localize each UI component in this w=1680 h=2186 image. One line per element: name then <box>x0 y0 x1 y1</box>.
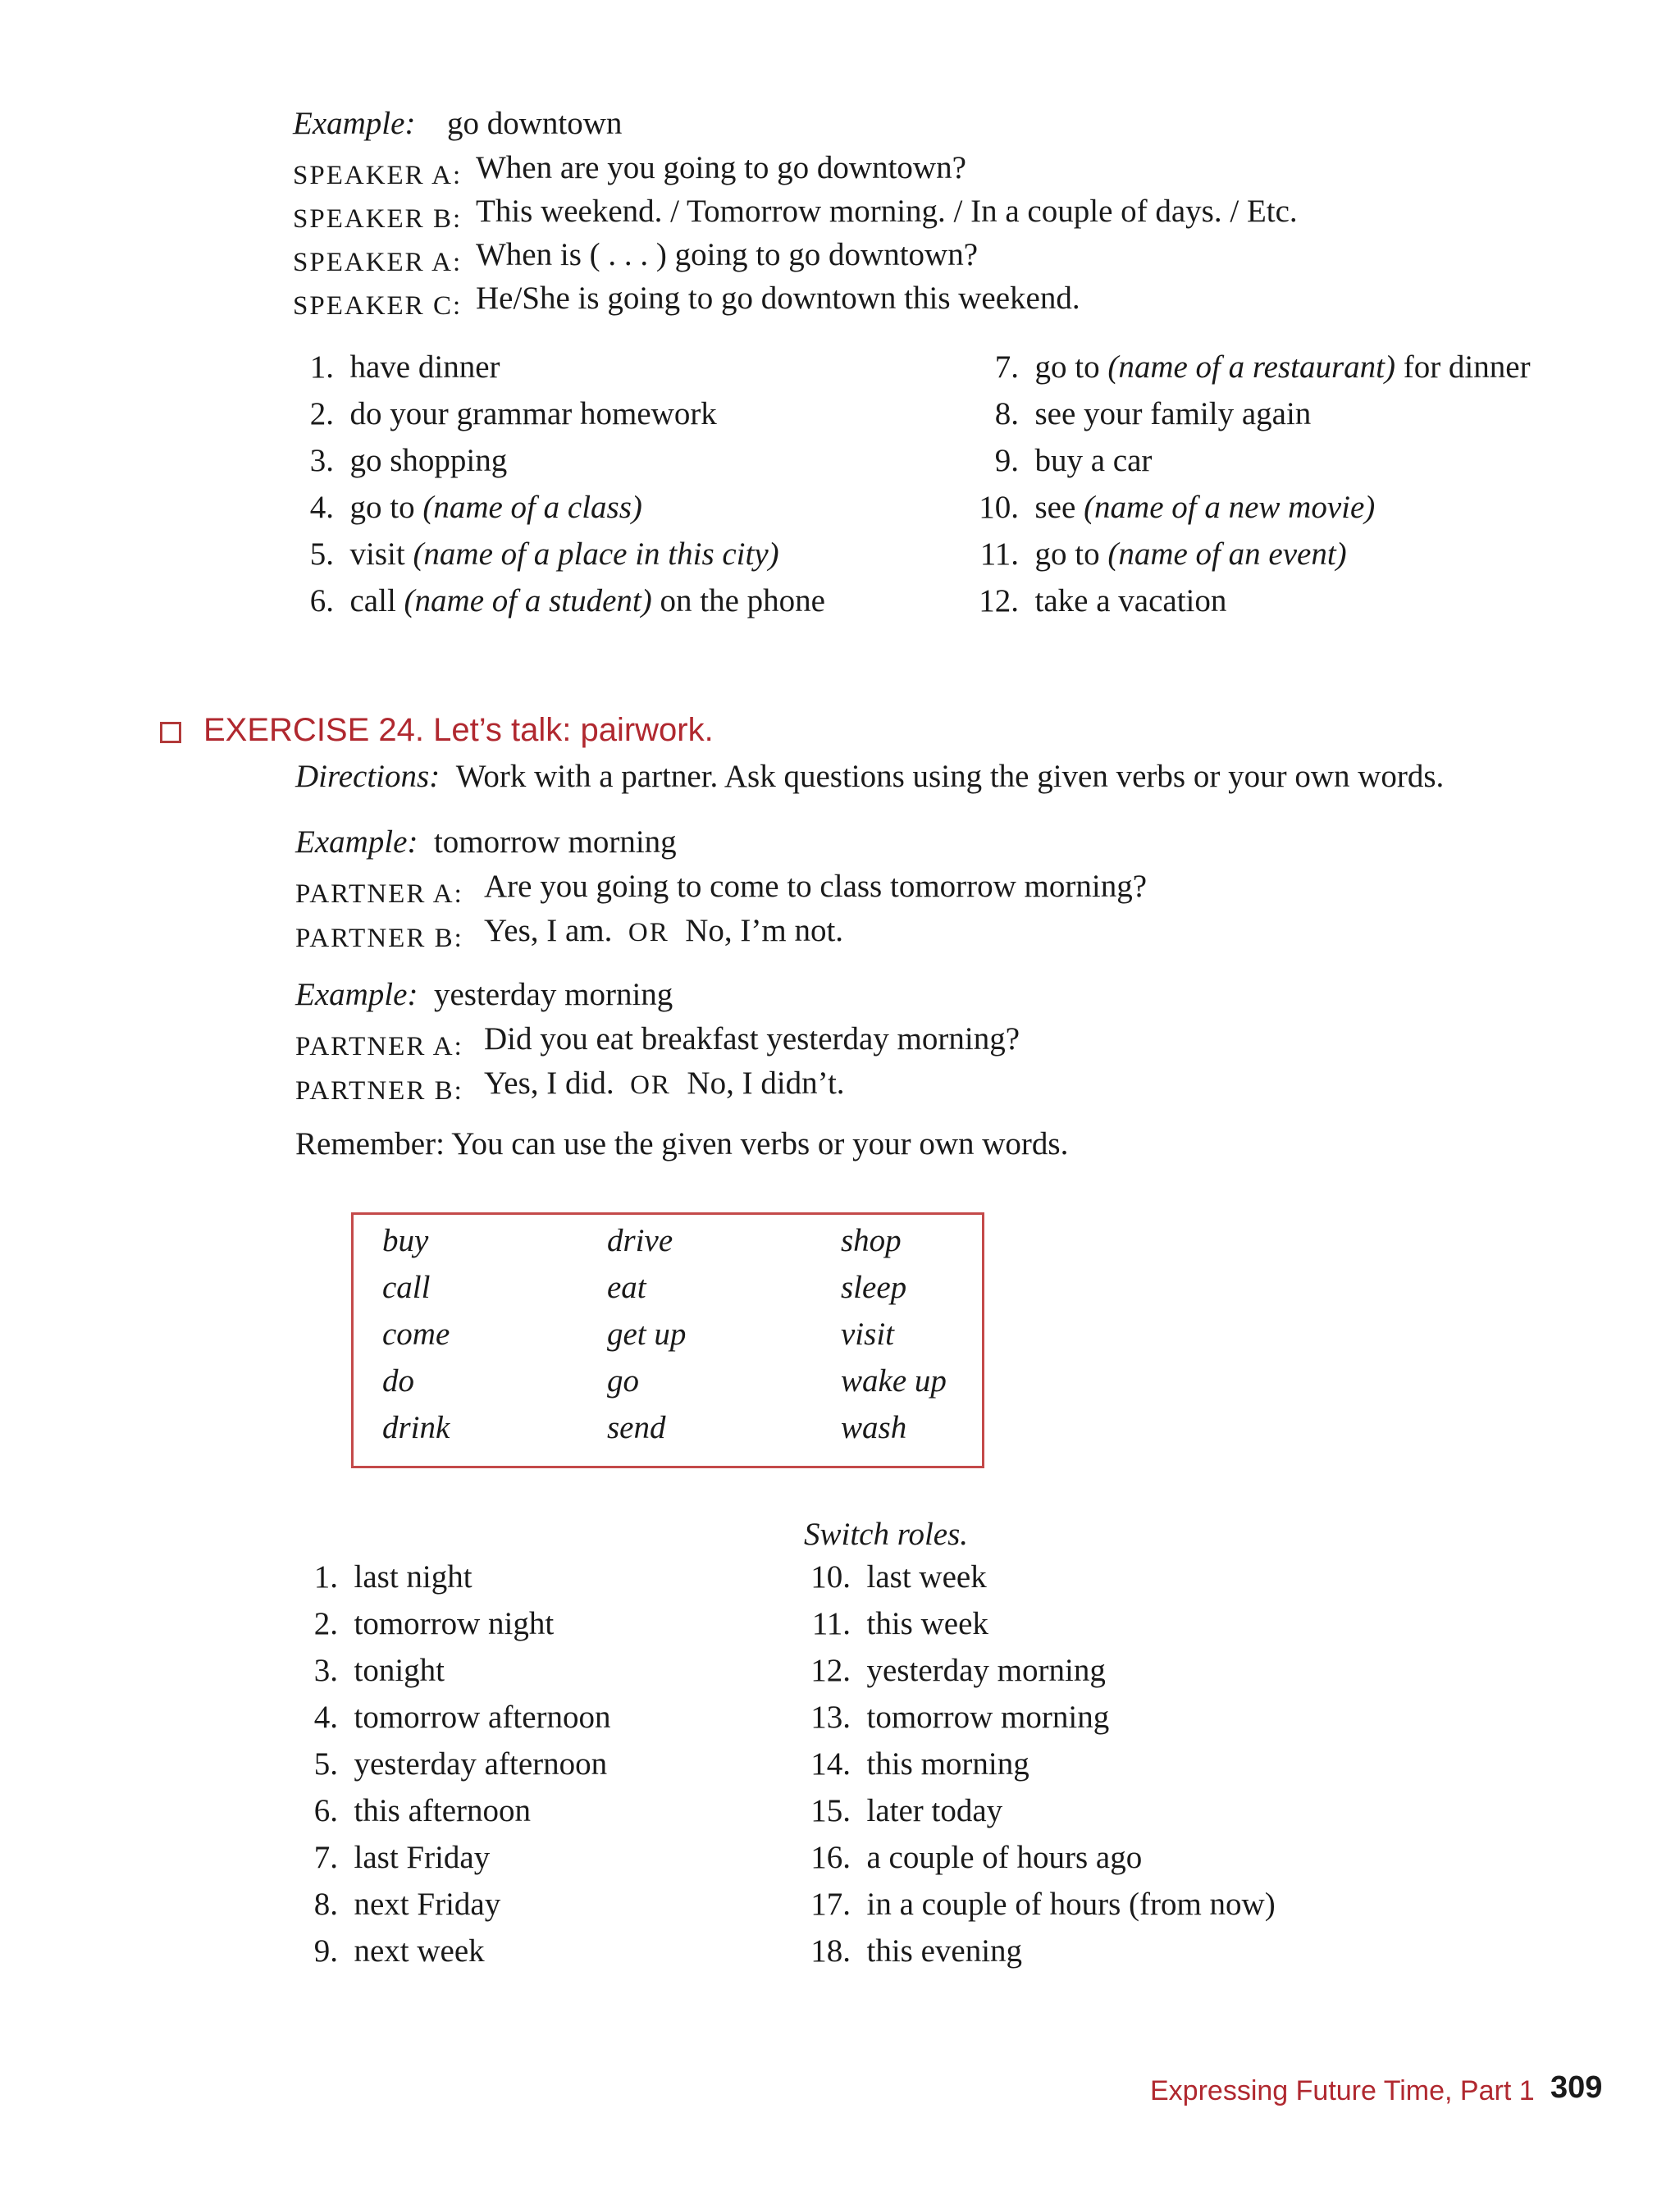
verb: wake up <box>841 1363 947 1399</box>
speaker-label: SPEAKER C: <box>293 291 463 321</box>
partner-label: PARTNER A: <box>295 1032 463 1061</box>
verb: buy <box>382 1223 429 1258</box>
dialogue-line: Did you eat breakfast yesterday morning? <box>484 1021 1020 1056</box>
dialogue-line: Are you going to come to class tomorrow morning? <box>484 869 1148 904</box>
verb: drive <box>607 1223 673 1258</box>
list-item: 6. this afternoon <box>313 1793 532 1828</box>
partner-label: PARTNER B: <box>295 1076 463 1106</box>
partner-label: PARTNER A: <box>295 879 463 909</box>
chapter-title-footer: Expressing Future Time, Part 1 <box>1150 2075 1535 2106</box>
list-item: 7. go to (name of a restaurant) for dinner <box>994 349 1531 385</box>
verb: come <box>382 1317 450 1352</box>
list-item: 16. a couple of hours ago <box>810 1840 1143 1875</box>
verb: do <box>382 1363 414 1399</box>
verb: call <box>382 1270 431 1305</box>
speaker-label: SPEAKER A: <box>293 248 463 277</box>
list-item: 15. later today <box>810 1793 1003 1828</box>
list-item: 4. tomorrow afternoon <box>313 1700 611 1735</box>
page-number: 309 <box>1550 2070 1603 2105</box>
list-item: 2. do your grammar homework <box>309 396 717 431</box>
speaker-label: SPEAKER B: <box>293 204 463 234</box>
list-item: 10. last week <box>810 1559 987 1595</box>
list-item: 3. tonight <box>313 1653 445 1688</box>
list-item: 5. yesterday afternoon <box>313 1746 608 1782</box>
list-item: 11. go to (name of an event) <box>979 536 1347 572</box>
exercise-checkbox[interactable] <box>160 722 181 743</box>
list-item: 6. call (name of a student) on the phone <box>309 583 825 618</box>
list-item: 2. tomorrow night <box>313 1606 555 1641</box>
list-item: 7. last Friday <box>313 1840 491 1875</box>
partner-label: PARTNER B: <box>295 924 463 953</box>
verb: send <box>607 1410 666 1445</box>
verb: get up <box>607 1317 687 1352</box>
verb: eat <box>607 1270 646 1305</box>
list-item: 11. this week <box>811 1606 988 1641</box>
verb: go <box>607 1363 639 1399</box>
list-item: 1. last night <box>313 1559 472 1595</box>
exercise-heading: EXERCISE 24. Let’s talk: pairwork. <box>203 712 714 748</box>
dialogue-line: He/She is going to go downtown this weekend. <box>476 281 1080 316</box>
list-item: 8. see your family again <box>994 396 1312 431</box>
dialogue-line: This weekend. / Tomorrow morning. / In a couple of days. / Etc. <box>476 194 1298 229</box>
dialogue-line: When are you going to go downtown? <box>476 150 966 185</box>
example-label: Example: <box>293 106 416 141</box>
speaker-label: SPEAKER A: <box>293 161 463 190</box>
verb: sleep <box>841 1270 907 1305</box>
verb: drink <box>382 1410 450 1445</box>
dialogue-line: Yes, I am. OR No, I’m not. <box>484 913 844 948</box>
list-item: 1. have dinner <box>309 349 500 385</box>
list-item: 10. see (name of a new movie) <box>979 490 1376 525</box>
example-line: Example: yesterday morning <box>295 977 673 1012</box>
switch-roles-note: Switch roles. <box>804 1517 969 1552</box>
list-item: 8. next Friday <box>313 1887 501 1922</box>
directions: Directions: Work with a partner. Ask questions using the given verbs or your own words. <box>295 759 1445 794</box>
list-item: 12. take a vacation <box>979 583 1227 618</box>
list-item: 5. visit (name of a place in this city) <box>309 536 779 572</box>
list-item: 9. next week <box>313 1933 485 1969</box>
dialogue-line: Yes, I did. OR No, I didn’t. <box>484 1066 845 1101</box>
example-item: go downtown <box>447 106 623 141</box>
list-item: 13. tomorrow morning <box>810 1700 1110 1735</box>
list-item: 12. yesterday morning <box>810 1653 1106 1688</box>
remember-note: Remember: You can use the given verbs or your own words. <box>295 1126 1069 1161</box>
verb: visit <box>841 1317 894 1352</box>
list-item: 9. buy a car <box>994 443 1153 478</box>
dialogue-line: When is ( . . . ) going to go downtown? <box>476 237 979 272</box>
list-item: 17. in a couple of hours (from now) <box>810 1887 1276 1922</box>
list-item: 14. this morning <box>810 1746 1029 1782</box>
example-line: Example: tomorrow morning <box>295 824 677 860</box>
verb: wash <box>841 1410 907 1445</box>
verb: shop <box>841 1223 902 1258</box>
list-item: 3. go shopping <box>309 443 508 478</box>
list-item: 18. this evening <box>810 1933 1023 1969</box>
list-item: 4. go to (name of a class) <box>309 490 642 525</box>
